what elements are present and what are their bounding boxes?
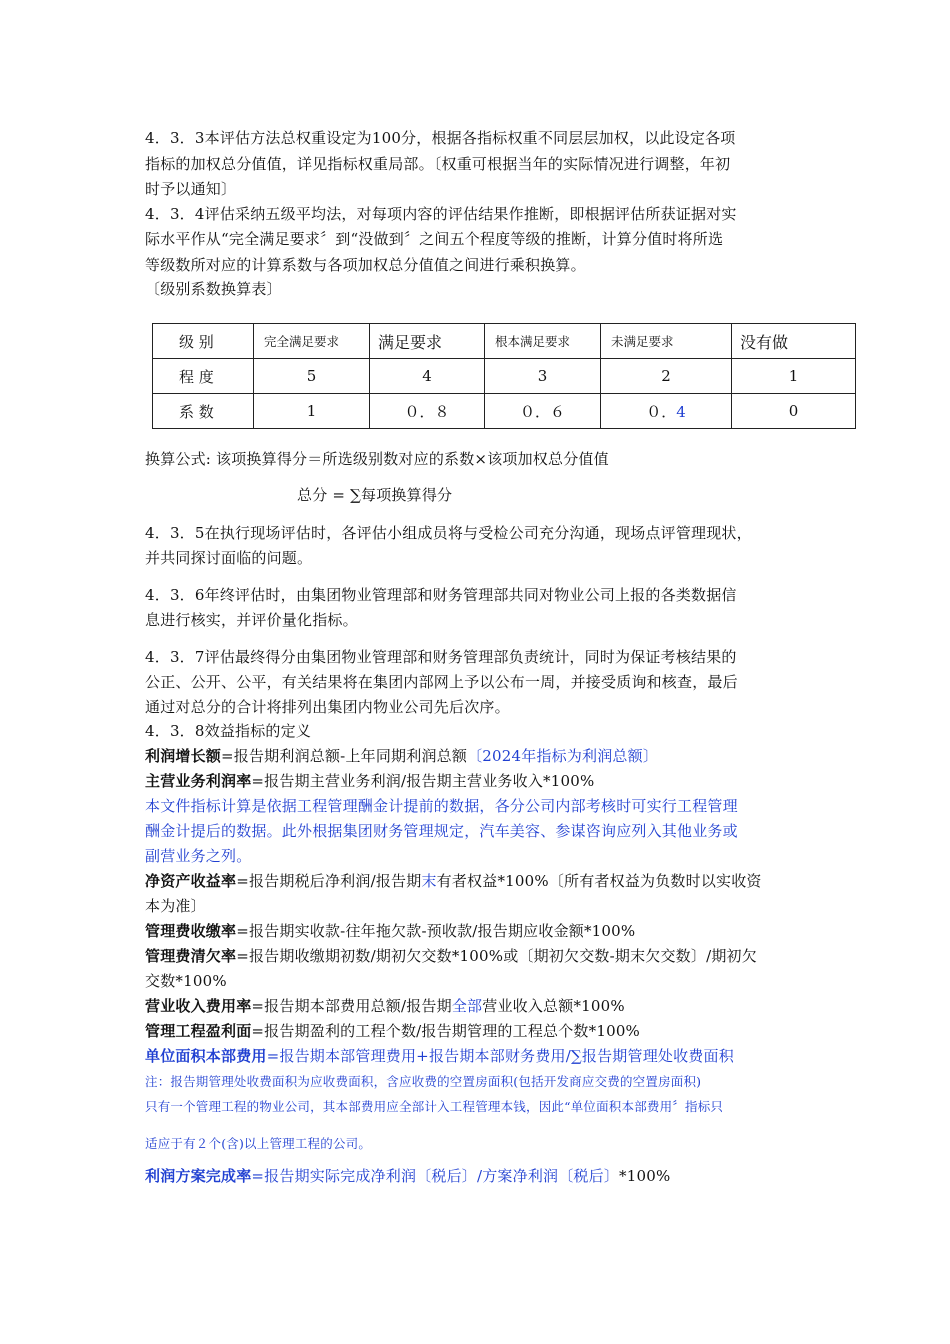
para-436-line-1: 4．3．6年终评估时，由集团物业管理部和财务管理部共同对物业公司上报的各类数据信 [145,586,737,604]
header-cell: 根本满足要求 [485,324,601,359]
def-formula: =报告期主营业务利润/报告期主营业务收入*100% [251,772,595,790]
note-unit-cost-line-2: 只有一个管理工程的物业公司，其本部费用应全部计入工程管理本钱，因此“单位面积本部费用〞指标只 [145,1099,724,1114]
header-cell: 没有做 [732,324,856,359]
header-cell: 级 别 [153,324,254,359]
table-cell: 0 [732,394,856,429]
def-profit-plan [145,1166,670,1186]
table-cell: 1 [254,394,370,429]
para-434-line-2: 际水平作从“完全满足要求〞到“没做到〞之间五个程度等级的推断，计算分值时将所选 [145,230,724,248]
header-cell: 完全满足要求 [254,324,370,359]
table-row-level [153,324,856,359]
coef-prefix: ０． [646,402,677,421]
def-fee-arrears-line-2: 交数*100% [145,972,227,990]
table-row-degree [153,359,856,394]
def-term: 利润方案完成率 [145,1167,252,1185]
table-caption: 〔级别系数换算表〕 [145,280,282,298]
def-formula-highlight: 全部 [451,997,483,1015]
table-cell: 4 [370,359,485,394]
table-cell: 3 [485,359,601,394]
def-term: 主营业务利润率 [145,772,252,790]
formula-line-2: 总分 = ∑每项换算得分 [297,486,453,504]
def-term: 单位面积本部费用 [145,1047,267,1065]
table-cell: ０．８ [370,394,485,429]
para-435-line-2: 并共同探讨面临的问题。 [145,549,313,567]
table-cell: 2 [601,359,732,394]
para-433-line-1: 4．3．3本评估方法总权重设定为100分，根据各指标权重不同层层加权，以此设定各项 [145,129,736,147]
def-formula: 营业收入总额*100% [482,997,625,1015]
note-unit-cost-line-3: 适应于有２个(含)以上管理工程的公司。 [145,1136,372,1151]
row-label-cell: 系 数 [153,394,254,429]
def-fee-arrears [145,946,757,966]
table-cell: ０．６ [485,394,601,429]
para-433-line-3: 时予以通知〕 [145,180,237,198]
def-profit-growth [145,746,658,766]
para-437-line-3: 通过对总分的合计将排列出集团内物业公司先后次序。 [145,698,510,716]
def-formula: 有者权益*100%〔所有者权益为负数时以实收资 [436,872,762,890]
def-formula: =报告期盈利的工程个数/报告期管理的工程总个数*100% [251,1022,641,1040]
para-433-line-2: 指标的加权总分值值，详见指标权重局部。〔权重可根据当年的实际情况进行调整，年初 [145,155,731,173]
level-coefficient-table [152,323,856,429]
para-437-line-2: 公正、公开、公平，有关结果将在集团内部网上予以公布一周，并接受质询和核查，最后 [145,673,738,691]
header-cell: 满足要求 [370,324,485,359]
def-term: 利润增长额 [145,747,222,765]
def-term: 管理工程盈利面 [145,1022,252,1040]
def-formula-highlight: 末 [421,872,437,890]
def-roe [145,871,762,891]
row-label-cell: 程 度 [153,359,254,394]
def-formula: =报告期本部管理费用+报告期本部财务费用/∑报告期管理处收费面积 [266,1047,734,1065]
def-main-margin [145,771,594,791]
def-note: 〔2024年指标为利润总额〕 [467,747,659,765]
para-435-line-1: 4．3．5在执行现场评估时，各评估小组成员将与受检公司充分沟通，现场点评管理现状， [145,524,752,542]
def-formula: =报告期税后净利润/报告期 [236,872,422,890]
para-434-line-1: 4．3．4评估采纳五级平均法，对每项内容的评估结果作推断，即根据评估所获证据对实 [145,205,737,223]
def-fee-collection [145,921,635,941]
para-438-title: 4．3．8效益指标的定义 [145,722,312,740]
def-formula: =报告期本部费用总额/报告期 [251,997,452,1015]
note-main-margin-line-2: 酬金计提后的数据。此外根据集团财务管理规定，汽车美容、参谋咨询应列入其他业务或 [145,822,738,840]
def-term: 营业收入费用率 [145,997,252,1015]
header-cell: 未满足要求 [601,324,732,359]
table-cell: 1 [732,359,856,394]
note-main-margin-line-3: 副营业务之列。 [145,847,252,865]
para-434-line-3: 等级数所对应的计算系数与各项加权总分值值之间进行乘积换算。 [145,256,586,274]
def-formula: =报告期利润总额-上年同期利润总额 [221,747,468,765]
def-formula: =报告期收缴期初数/期初欠交数*100%或〔期初欠交数-期末欠交数〕/期初欠 [236,947,757,965]
def-term: 净资产收益率 [145,872,237,890]
table-cell: 5 [254,359,370,394]
def-roe-line-2: 本为准〕 [145,897,206,915]
note-main-margin-line-1: 本文件指标计算是依据工程管理酬金计提前的数据，各分公司内部考核时可实行工程管理 [145,797,738,815]
def-unit-cost [145,1046,734,1066]
para-436-line-2: 息进行核实，并评价量化指标。 [145,611,358,629]
formula-line-1: 换算公式: 该项换算得分＝所选级别数对应的系数×该项加权总分值值 [145,450,609,468]
para-437-line-1: 4．3．7评估最终得分由集团物业管理部和财务管理部负责统计，同时为保证考核结果的 [145,648,737,666]
def-term: 管理费收缴率 [145,922,237,940]
def-formula-suffix: *100% [619,1167,671,1185]
table-row-coefficient [153,394,856,429]
def-formula: =报告期实际完成净利润〔税后〕/方案净利润〔税后〕 [251,1167,620,1185]
def-expense-ratio [145,996,625,1016]
def-term: 管理费清欠率 [145,947,237,965]
coef-digit: 4 [676,402,686,421]
note-unit-cost-line-1: 注：报告期管理处收费面积为应收费面积，含应收费的空置房面积(包括开发商应交费的空置房面积) [145,1074,702,1089]
def-project-profit [145,1021,640,1041]
def-formula: =报告期实收款-往年拖欠款-预收款/报告期应收金额*100% [236,922,636,940]
table-cell [601,394,732,429]
